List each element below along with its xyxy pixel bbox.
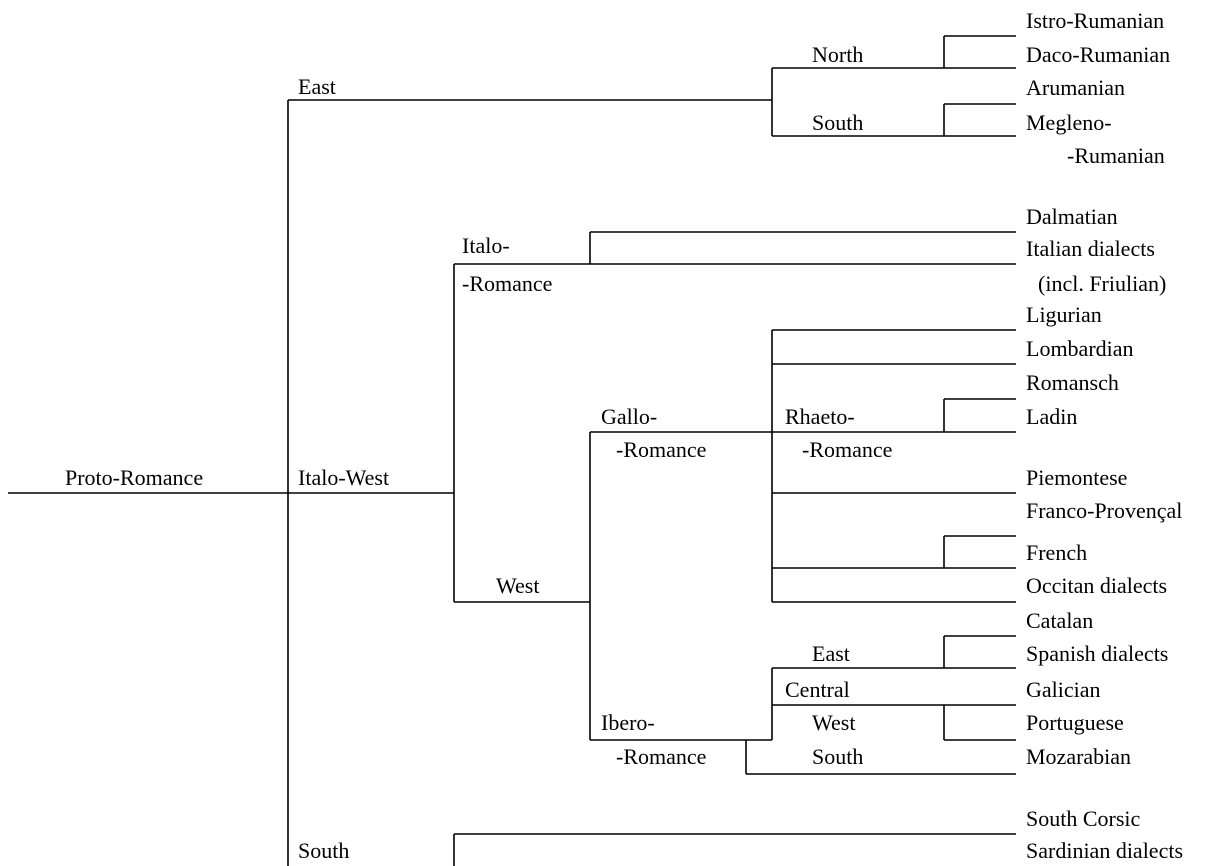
language-friulian-note: (incl. Friulian) bbox=[1038, 271, 1167, 296]
west-label: West bbox=[496, 573, 540, 598]
language-french: French bbox=[1026, 540, 1088, 565]
east-north-label: North bbox=[812, 42, 864, 67]
gallo-romance-label-2: -Romance bbox=[616, 437, 707, 462]
east-south-label: South bbox=[812, 110, 864, 135]
language-spanish-dialects: Spanish dialects bbox=[1026, 641, 1169, 666]
east-label: East bbox=[298, 74, 336, 99]
language-arumanian: Arumanian bbox=[1026, 75, 1125, 100]
ibero-romance-label-2: -Romance bbox=[616, 744, 707, 769]
language-south-corsic: South Corsic bbox=[1026, 806, 1141, 831]
language-istro-rumanian: Istro-Rumanian bbox=[1026, 8, 1165, 33]
ibero-central-label: Central bbox=[785, 677, 850, 702]
language-megleno-rumanian-2: -Rumanian bbox=[1067, 143, 1165, 168]
rhaeto-romance-label-1: Rhaeto- bbox=[785, 404, 855, 429]
south-branch-label: South bbox=[298, 838, 350, 863]
language-occitan-dialects: Occitan dialects bbox=[1026, 573, 1168, 598]
language-dalmatian: Dalmatian bbox=[1026, 204, 1118, 229]
language-catalan: Catalan bbox=[1026, 608, 1094, 633]
ibero-south-label: South bbox=[812, 744, 864, 769]
language-ladin: Ladin bbox=[1026, 404, 1078, 429]
ibero-west-label: West bbox=[812, 710, 856, 735]
language-megleno-rumanian-1: Megleno- bbox=[1026, 110, 1112, 135]
language-lombardian: Lombardian bbox=[1026, 336, 1134, 361]
rhaeto-romance-label-2: -Romance bbox=[802, 437, 893, 462]
ibero-romance-label-1: Ibero- bbox=[601, 710, 655, 735]
language-mozarabian: Mozarabian bbox=[1026, 744, 1132, 769]
language-labels bbox=[1026, 8, 1183, 863]
language-sardinian-dialects: Sardinian dialects bbox=[1026, 838, 1184, 863]
language-portuguese: Portuguese bbox=[1026, 710, 1124, 735]
language-romansch: Romansch bbox=[1026, 370, 1119, 395]
language-daco-rumanian: Daco-Rumanian bbox=[1026, 42, 1171, 67]
language-italian-dialects: Italian dialects bbox=[1026, 236, 1155, 261]
italo-west-label: Italo-West bbox=[298, 465, 390, 490]
gallo-romance-label-1: Gallo- bbox=[601, 404, 658, 429]
italo-romance-label-1: Italo- bbox=[462, 233, 510, 258]
language-ligurian: Ligurian bbox=[1026, 302, 1102, 327]
language-galician: Galician bbox=[1026, 677, 1101, 702]
ibero-east-label: East bbox=[812, 641, 850, 666]
italo-romance-label-2: -Romance bbox=[462, 271, 553, 296]
language-franco-provencal: Franco-Provençal bbox=[1026, 498, 1183, 523]
language-piemontese: Piemontese bbox=[1026, 465, 1128, 490]
root-label: Proto-Romance bbox=[65, 465, 204, 490]
